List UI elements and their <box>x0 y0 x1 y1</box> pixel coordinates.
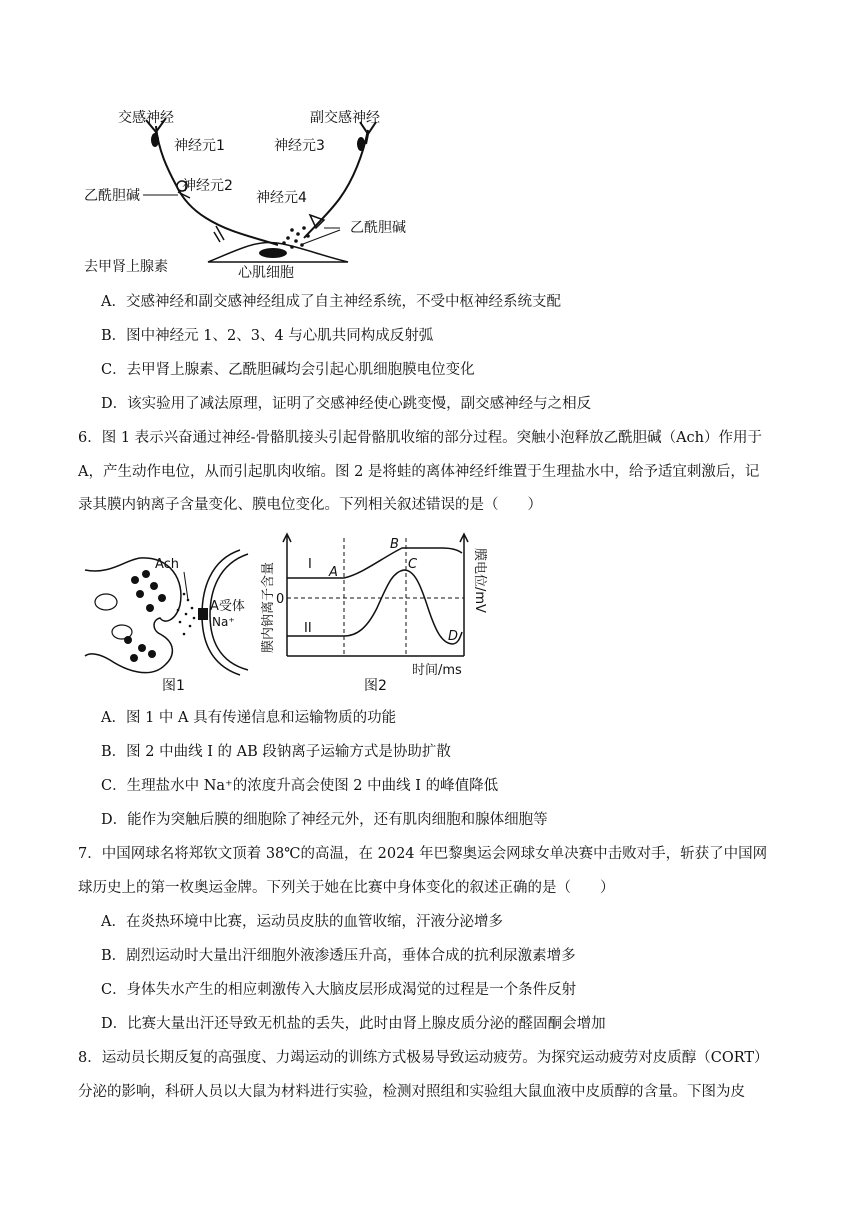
label-neuron1: 神经元1 <box>174 138 225 154</box>
q6-option-a: A．图 1 中 A 具有传递信息和运输物质的功能 <box>101 710 397 726</box>
fig2-y-left-label: 膜内钠离子含量 <box>261 561 276 653</box>
fig2-caption: 图2 <box>364 678 387 694</box>
label-neuron4: 神经元4 <box>256 190 307 206</box>
q6-option-c: C．生理盐水中 Na⁺的浓度升高会使图 2 中曲线 I 的峰值降低 <box>101 778 499 794</box>
label-ach-right: 乙酰胆碱 <box>350 220 406 236</box>
q6-stem-line-1: 6．图 1 表示兴奋通过神经-骨骼肌接头引起骨骼肌收缩的部分过程。突触小泡释放乙酰胆碱（Ach）作用于 <box>78 430 762 446</box>
q7-option-c: C．身体失水产生的相应刺激传入大脑皮层形成渴觉的过程是一个条件反射 <box>101 982 577 998</box>
fig1-ach-label: Ach <box>155 557 180 572</box>
q7-option-d: D．比赛大量出汗还导致无机盐的丢失，此时由肾上腺皮质分泌的醛固酮会增加 <box>101 1016 606 1032</box>
q5-option-b: B．图中神经元 1、2、3、4 与心肌共同构成反射弧 <box>101 328 434 344</box>
label-neuron3: 神经元3 <box>274 138 325 154</box>
fig1-caption: 图1 <box>162 678 185 694</box>
label-ach-left: 乙酰胆碱 <box>84 188 140 204</box>
label-cardiomyocyte: 心肌细胞 <box>238 265 294 281</box>
figure-1-synapse <box>80 530 260 695</box>
q6-option-d: D．能作为突触后膜的细胞除了神经元外，还有肌肉细胞和腺体细胞等 <box>101 812 548 828</box>
q5-option-d: D．该实验用了减法原理，证明了交感神经使心跳变慢，副交感神经与之相反 <box>101 396 592 412</box>
q8-stem-line-2: 分泌的影响，科研人员以大鼠为材料进行实验，检测对照组和实验组大鼠血液中皮质醇的含量。下图为皮 <box>78 1084 745 1100</box>
figure-2-graph <box>252 528 497 696</box>
q7-stem-line-1: 7．中国网球名将郑钦文顶着 38℃的高温，在 2024 年巴黎奥运会网球女单决赛中击败对手，斩获了中国网 <box>78 846 768 862</box>
fig2-curve-II-label: II <box>304 621 312 636</box>
fig2-zero-label: 0 <box>276 592 285 607</box>
q8-stem-line-1: 8．运动员长期反复的高强度、力竭运动的训练方式极易导致运动疲劳。为探究运动疲劳对皮质醇（CORT） <box>78 1050 769 1066</box>
fig2-point-A: A <box>329 565 338 580</box>
autonomic-nerve-figure <box>78 100 478 285</box>
fig2-x-label: 时间/ms <box>412 663 462 678</box>
q7-option-b: B．剧烈运动时大量出汗细胞外液渗透压升高，垂体合成的抗利尿激素增多 <box>101 948 576 964</box>
fig2-point-C: C <box>408 557 418 572</box>
q6-stem-line-3: 录其膜内钠离子含量变化、膜电位变化。下列相关叙述错误的是（ ） <box>78 497 542 513</box>
q6-stem-line-2: A，产生动作电位，从而引起肌肉收缩。图 2 是将蛙的离体神经纤维置于生理盐水中，给予适宜刺激后，记 <box>78 464 760 480</box>
q7-stem-line-2: 球历史上的第一枚奥运金牌。下列关于她在比赛中身体变化的叙述正确的是（ ） <box>78 880 615 896</box>
label-sympathetic: 交感神经 <box>118 110 174 126</box>
q6-option-b: B．图 2 中曲线 I 的 AB 段钠离子运输方式是协助扩散 <box>101 744 451 760</box>
fig2-curve-I-label: I <box>308 557 312 572</box>
fig2-point-D: D <box>448 629 459 644</box>
label-norepinephrine: 去甲肾上腺素 <box>84 259 168 275</box>
fig2-point-B: B <box>390 537 399 552</box>
fig1-receptor-label: A受体 <box>210 599 245 614</box>
label-parasympathetic: 副交感神经 <box>310 110 380 126</box>
fig1-na-label: Na⁺ <box>212 615 235 629</box>
q5-option-a: A．交感神经和副交感神经组成了自主神经系统，不受中枢神经系统支配 <box>101 294 561 310</box>
fig2-y-right-label: 膜电位/mV <box>472 548 487 613</box>
q7-option-a: A．在炎热环境中比赛，运动员皮肤的血管收缩，汗液分泌增多 <box>101 914 503 930</box>
label-neuron2: 神经元2 <box>182 178 233 194</box>
q5-option-c: C．去甲肾上腺素、乙酰胆碱均会引起心肌细胞膜电位变化 <box>101 362 475 378</box>
